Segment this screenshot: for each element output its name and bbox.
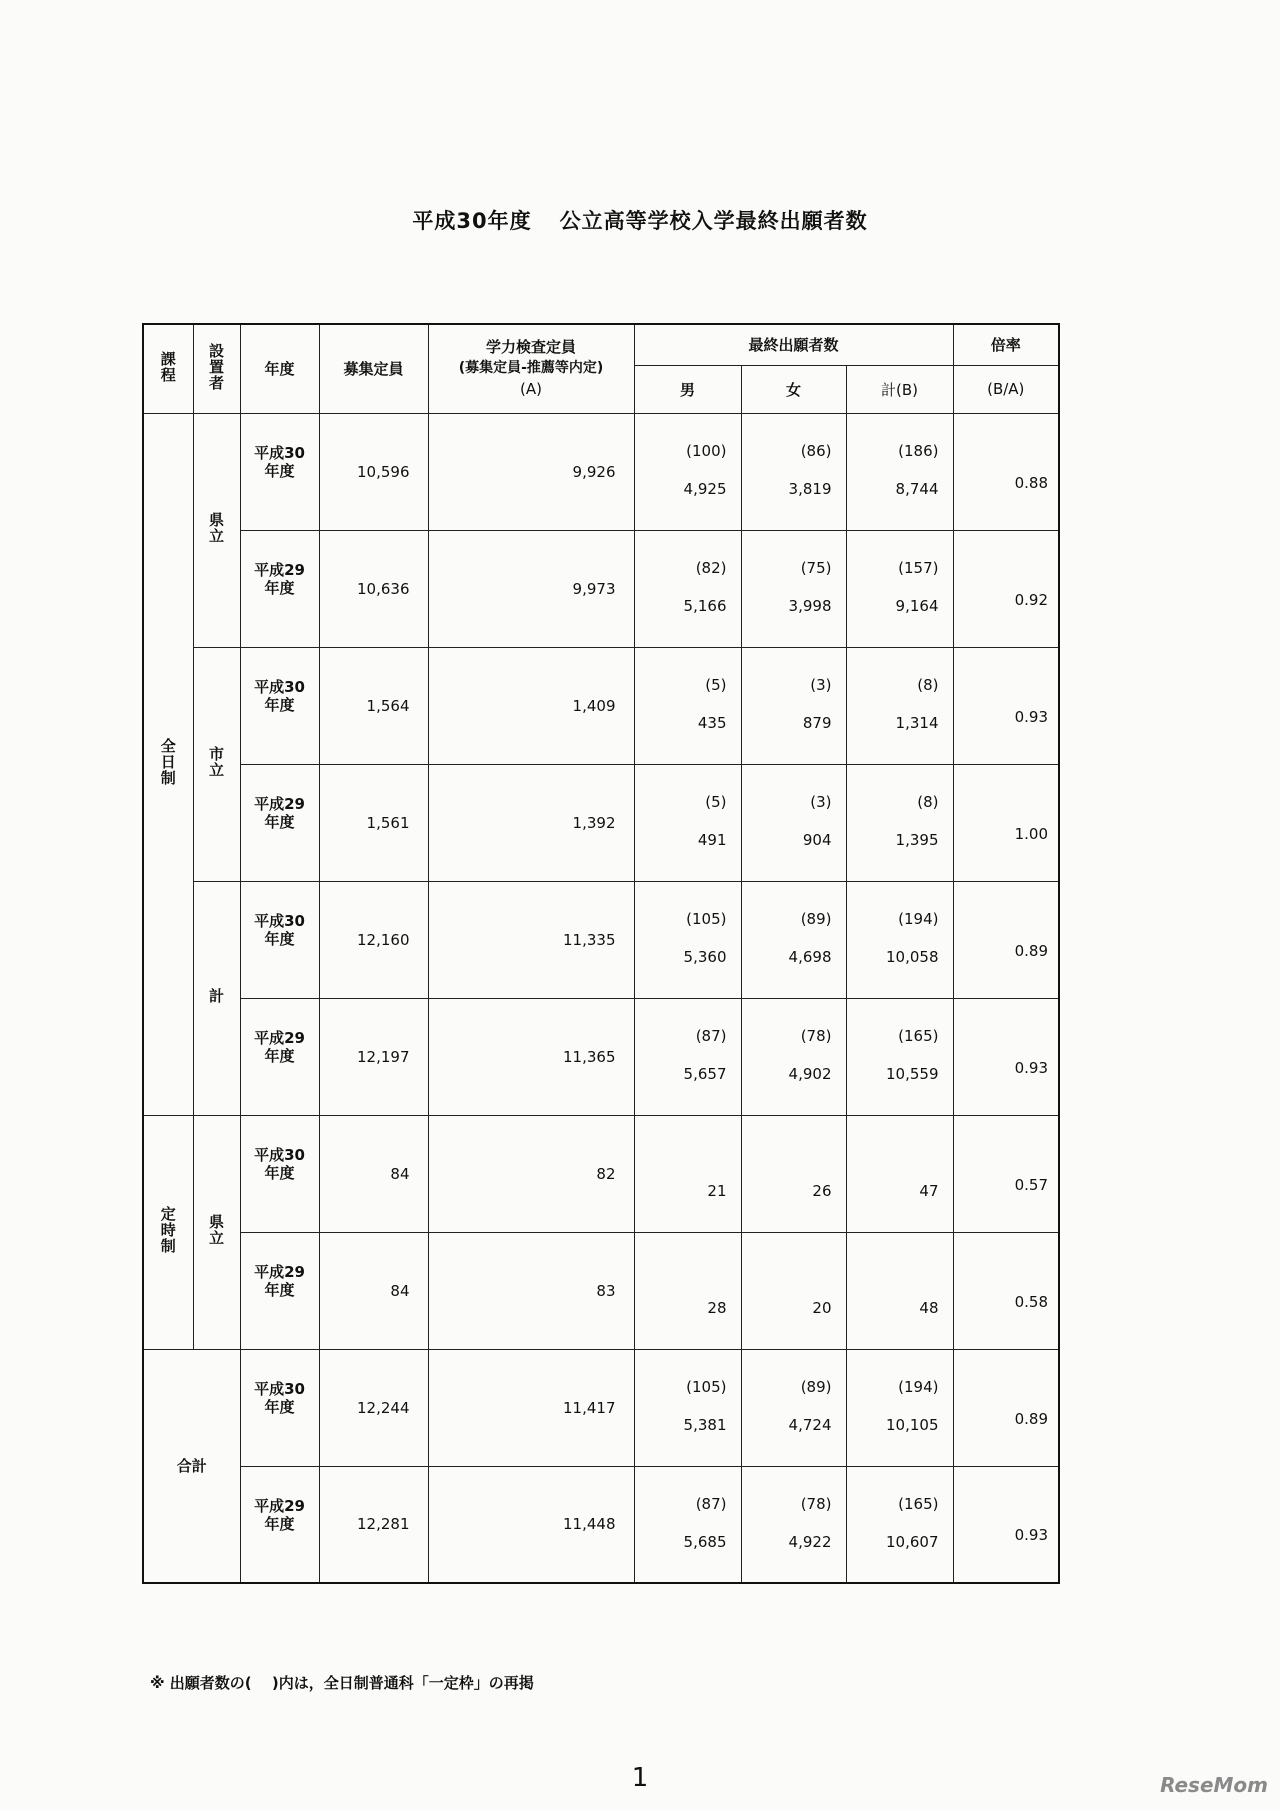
total-cell: (186) 8,744 bbox=[846, 413, 953, 530]
founder-cell: 県立 bbox=[193, 1115, 240, 1349]
title-year: 平成30年度 bbox=[412, 209, 532, 233]
total-cell: (165) 10,559 bbox=[846, 998, 953, 1115]
table-row bbox=[143, 881, 1059, 998]
female-cell: 20 bbox=[741, 1232, 846, 1349]
ratio-cell: 0.93 bbox=[953, 998, 1059, 1115]
ratio-cell: 0.58 bbox=[953, 1232, 1059, 1349]
header-female: 女 bbox=[741, 365, 846, 413]
header-male: 男 bbox=[634, 365, 741, 413]
ratio-cell: 0.89 bbox=[953, 1349, 1059, 1466]
year-cell: 平成29 年度 bbox=[240, 1232, 319, 1349]
ratio-cell: 0.88 bbox=[953, 413, 1059, 530]
founder-cell: 計 bbox=[193, 881, 240, 1115]
watermark-logo: ReseMom bbox=[1160, 1773, 1268, 1797]
female-cell: (75) 3,998 bbox=[741, 530, 846, 647]
title-text: 公立高等学校入学最終出願者数 bbox=[559, 209, 868, 233]
table-row bbox=[143, 530, 1059, 647]
year-cell: 平成30 年度 bbox=[240, 1349, 319, 1466]
total-cell: (194) 10,105 bbox=[846, 1349, 953, 1466]
ratio-cell: 1.00 bbox=[953, 764, 1059, 881]
footnote: ※ 出願者数の( )内は，全日制普通科「一定枠」の再掲 bbox=[150, 1674, 534, 1692]
table-row bbox=[143, 998, 1059, 1115]
female-cell: (3) 904 bbox=[741, 764, 846, 881]
male-cell: (82) 5,166 bbox=[634, 530, 741, 647]
female-cell: (89) 4,724 bbox=[741, 1349, 846, 1466]
year-cell: 平成30 年度 bbox=[240, 1115, 319, 1232]
course-cell: 定時制 bbox=[143, 1115, 193, 1349]
male-cell: 21 bbox=[634, 1115, 741, 1232]
table-row bbox=[143, 1232, 1059, 1349]
year-cell: 平成29 年度 bbox=[240, 998, 319, 1115]
page-title bbox=[0, 205, 1280, 235]
header-course: 課程 bbox=[143, 324, 193, 413]
year-cell: 平成29 年度 bbox=[240, 764, 319, 881]
quota-cell: 84 bbox=[319, 1232, 428, 1349]
founder-cell: 県立 bbox=[193, 413, 240, 647]
ratio-cell: 0.57 bbox=[953, 1115, 1059, 1232]
quota-cell: 10,636 bbox=[319, 530, 428, 647]
male-cell: (87) 5,657 bbox=[634, 998, 741, 1115]
header-quota: 募集定員 bbox=[319, 324, 428, 413]
female-cell: (78) 4,902 bbox=[741, 998, 846, 1115]
founder-cell: 市立 bbox=[193, 647, 240, 881]
page-number: 1 bbox=[631, 1763, 649, 1793]
female-cell: 26 bbox=[741, 1115, 846, 1232]
total-cell: (8) 1,395 bbox=[846, 764, 953, 881]
exam-quota-cell: 11,335 bbox=[428, 881, 634, 998]
exam-quota-cell: 11,365 bbox=[428, 998, 634, 1115]
quota-cell: 12,281 bbox=[319, 1466, 428, 1583]
female-cell: (3) 879 bbox=[741, 647, 846, 764]
table-row bbox=[143, 1349, 1059, 1466]
header-year: 年度 bbox=[240, 324, 319, 413]
header-total: 計(B) bbox=[846, 365, 953, 413]
year-cell: 平成29 年度 bbox=[240, 530, 319, 647]
exam-quota-cell: 1,409 bbox=[428, 647, 634, 764]
ratio-cell: 0.89 bbox=[953, 881, 1059, 998]
male-cell: (105) 5,360 bbox=[634, 881, 741, 998]
male-cell: (5) 491 bbox=[634, 764, 741, 881]
quota-cell: 1,561 bbox=[319, 764, 428, 881]
exam-quota-cell: 9,973 bbox=[428, 530, 634, 647]
exam-quota-cell: 83 bbox=[428, 1232, 634, 1349]
table-row bbox=[143, 647, 1059, 764]
male-cell: (100) 4,925 bbox=[634, 413, 741, 530]
total-cell: (194) 10,058 bbox=[846, 881, 953, 998]
exam-quota-cell: 11,417 bbox=[428, 1349, 634, 1466]
total-cell: (8) 1,314 bbox=[846, 647, 953, 764]
header-founder: 設置者 bbox=[193, 324, 240, 413]
total-cell: 47 bbox=[846, 1115, 953, 1232]
table-row bbox=[143, 1466, 1059, 1583]
ratio-cell: 0.93 bbox=[953, 647, 1059, 764]
year-cell: 平成29 年度 bbox=[240, 1466, 319, 1583]
female-cell: (86) 3,819 bbox=[741, 413, 846, 530]
header-applicants: 最終出願者数 bbox=[634, 324, 953, 365]
quota-cell: 12,160 bbox=[319, 881, 428, 998]
quota-cell: 1,564 bbox=[319, 647, 428, 764]
table-row bbox=[143, 413, 1059, 530]
total-cell: 48 bbox=[846, 1232, 953, 1349]
year-cell: 平成30 年度 bbox=[240, 413, 319, 530]
course-cell: 全日制 bbox=[143, 413, 193, 1115]
year-cell: 平成30 年度 bbox=[240, 881, 319, 998]
male-cell: (105) 5,381 bbox=[634, 1349, 741, 1466]
ratio-cell: 0.93 bbox=[953, 1466, 1059, 1583]
ratio-cell: 0.92 bbox=[953, 530, 1059, 647]
exam-quota-cell: 1,392 bbox=[428, 764, 634, 881]
course-cell: 合計 bbox=[143, 1349, 240, 1583]
header-ratio: 倍率 bbox=[953, 324, 1059, 365]
female-cell: (89) 4,698 bbox=[741, 881, 846, 998]
quota-cell: 10,596 bbox=[319, 413, 428, 530]
exam-quota-cell: 82 bbox=[428, 1115, 634, 1232]
exam-quota-cell: 11,448 bbox=[428, 1466, 634, 1583]
male-cell: 28 bbox=[634, 1232, 741, 1349]
quota-cell: 84 bbox=[319, 1115, 428, 1232]
header-ratio-sub: (B/A) bbox=[953, 365, 1059, 413]
header-exam-quota: 学力検査定員 (募集定員-推薦等内定) (A) bbox=[428, 324, 634, 413]
male-cell: (5) 435 bbox=[634, 647, 741, 764]
table-row bbox=[143, 764, 1059, 881]
year-cell: 平成30 年度 bbox=[240, 647, 319, 764]
total-cell: (165) 10,607 bbox=[846, 1466, 953, 1583]
quota-cell: 12,244 bbox=[319, 1349, 428, 1466]
table-row bbox=[143, 1115, 1059, 1232]
applicants-table bbox=[142, 323, 1060, 1584]
male-cell: (87) 5,685 bbox=[634, 1466, 741, 1583]
exam-quota-cell: 9,926 bbox=[428, 413, 634, 530]
quota-cell: 12,197 bbox=[319, 998, 428, 1115]
female-cell: (78) 4,922 bbox=[741, 1466, 846, 1583]
total-cell: (157) 9,164 bbox=[846, 530, 953, 647]
